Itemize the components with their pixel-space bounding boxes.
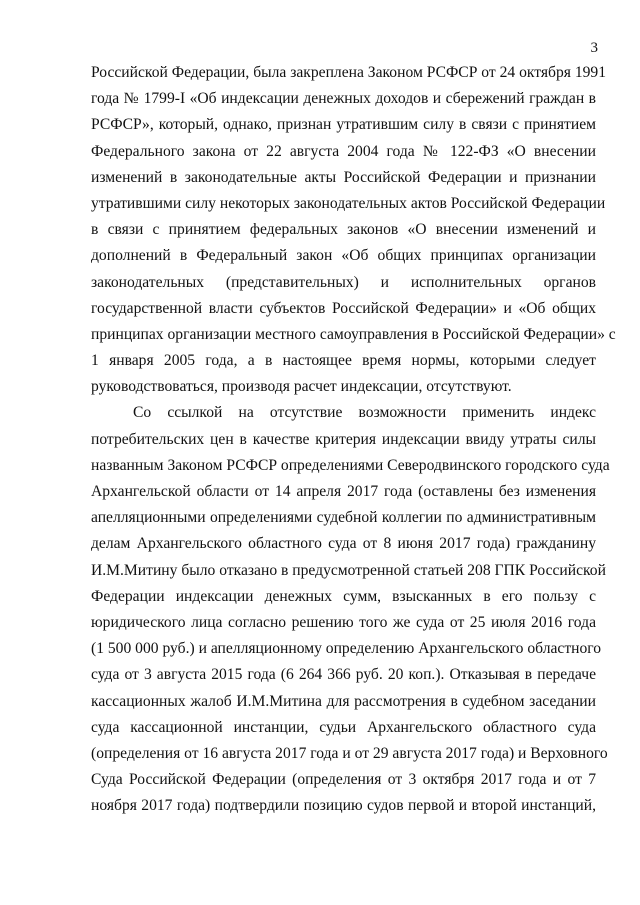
text-line: потребительских цен в качестве критерия индексации ввиду утраты силы — [91, 430, 596, 448]
text-line: в связи с принятием федеральных законов «О внесении изменений и — [91, 221, 596, 239]
text-line: суда от 3 августа 2015 года (6 264 366 руб. 20 коп.). Отказывая в передаче — [91, 666, 596, 684]
document-body — [91, 60, 616, 819]
text-line: названным Законом РСФСР определениями Северодвинского городского суда — [91, 456, 610, 474]
text-line: года № 1799-I «Об индексации денежных доходов и сбережений граждан в — [91, 90, 596, 108]
text-line: законодательных (представительных) и исполнительных органов — [91, 273, 596, 291]
text-line: юридического лица согласно решению того же суда от 25 июля 2016 года — [91, 613, 596, 631]
text-line: государственной власти субъектов Российской Федерации» и «Об общих — [91, 299, 596, 317]
text-line: апелляционными определениями судебной коллегии по административным — [91, 509, 596, 527]
text-line: РСФСР», который, однако, признан утратившим силу в связи с принятием — [91, 116, 596, 134]
text-line: утратившими силу некоторых законодательных актов Российской Федерации — [91, 194, 606, 212]
text-line: Архангельской области от 14 апреля 2017 года (оставлены без изменения — [91, 483, 596, 500]
text-line: дополнений в Федеральный закон «Об общих принципах организации — [91, 247, 596, 265]
paragraph-1 — [91, 60, 616, 400]
text-line: И.М.Митину было отказано в предусмотренной статьей 208 ГПК Российской — [91, 561, 606, 579]
text-line: делам Архангельского областного суда от 8 июня 2017 года) гражданину — [91, 535, 596, 553]
text-line: Федерального закона от 22 августа 2004 года № 122-ФЗ «О внесении — [91, 142, 596, 160]
text-line: Со ссылкой на отсутствие возможности применить индекс — [133, 404, 596, 422]
paragraph-2 — [91, 400, 610, 819]
text-line: Российской Федерации, была закреплена Законом РСФСР от 24 октября 1991 — [91, 64, 607, 81]
text-line: суда кассационной инстанции, судьи Архангельского областного суда — [91, 718, 596, 736]
text-line: 1 января 2005 года, а в настоящее время нормы, которыми следует — [91, 352, 596, 370]
page-number: 3 — [590, 40, 598, 56]
text-line: (1 500 000 руб.) и апелляционному определению Архангельского областного — [91, 640, 602, 658]
text-line: изменений в законодательные акты Российской Федерации и признании — [91, 168, 596, 186]
text-line: ноября 2017 года) подтвердили позицию судов первой и второй инстанций, — [91, 797, 596, 815]
text-line: руководствоваться, производя расчет индексации, отсутствуют. — [91, 378, 512, 396]
text-line: Федерации индексации денежных сумм, взысканных в его пользу с — [91, 587, 596, 605]
text-line: кассационных жалоб И.М.Митина для рассмотрения в судебном заседании — [91, 692, 596, 710]
text-line: Суда Российской Федерации (определения от 3 октября 2017 года и от 7 — [91, 771, 596, 789]
text-line: принципах организации местного самоуправления в Российской Федерации» с — [91, 325, 616, 343]
text-line: (определения от 16 августа 2017 года и от 29 августа 2017 года) и Верховного — [91, 744, 608, 762]
